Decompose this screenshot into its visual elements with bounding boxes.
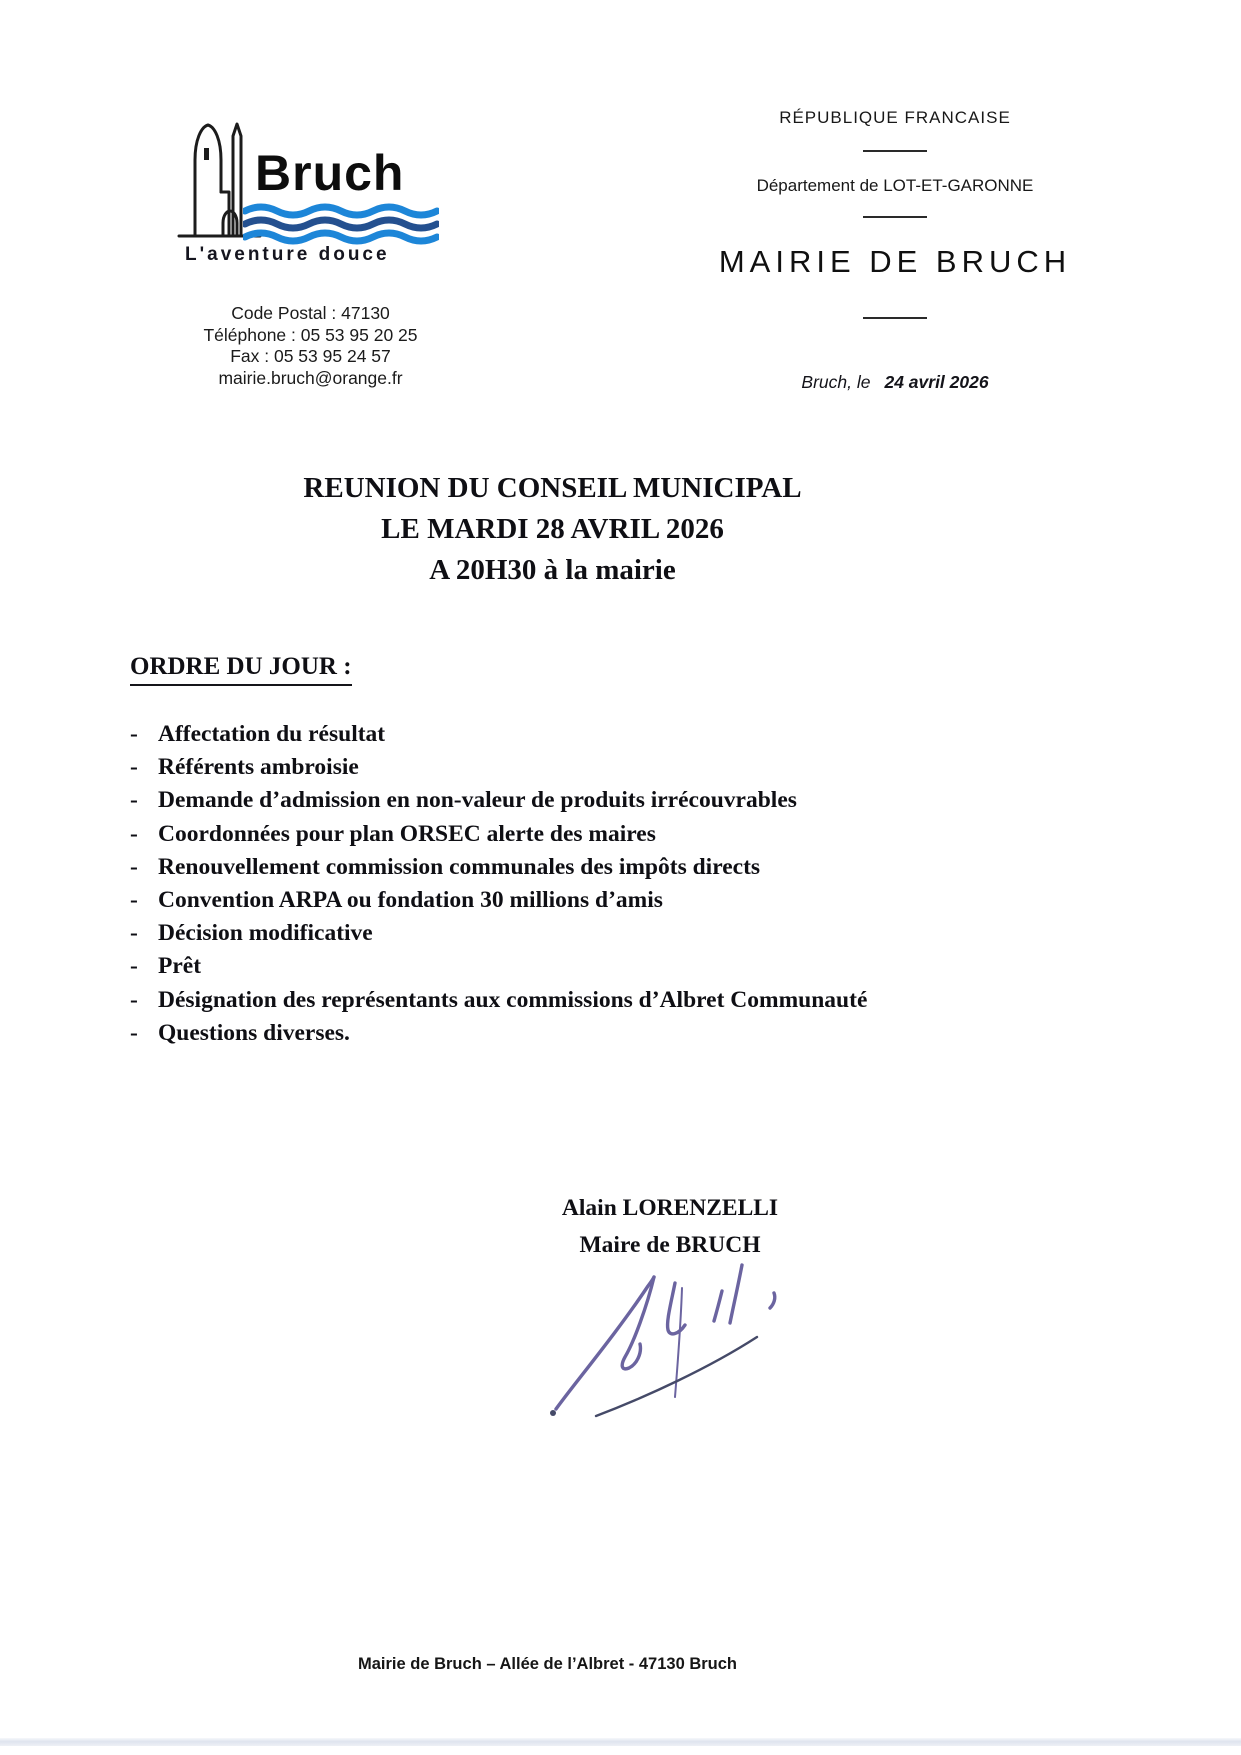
agenda-item-dash: - bbox=[130, 754, 138, 781]
logo-tagline: L'aventure douce bbox=[185, 244, 390, 265]
agenda-list bbox=[130, 718, 1030, 1050]
signatory-role: Maire de BRUCH bbox=[579, 1231, 761, 1258]
date-value: 24 avril 2026 bbox=[884, 372, 989, 392]
republic-heading: RÉPUBLIQUE FRANCAISE bbox=[779, 108, 1011, 127]
agenda-item bbox=[130, 884, 1030, 917]
meeting-title bbox=[0, 468, 1105, 591]
divider bbox=[863, 216, 927, 218]
bruch-logo bbox=[160, 100, 450, 275]
date-place-prefix: Bruch, le bbox=[801, 372, 871, 392]
date-line bbox=[665, 372, 1125, 393]
agenda-item-dash: - bbox=[130, 853, 138, 880]
agenda-item-dash: - bbox=[130, 787, 138, 814]
contact-block bbox=[158, 303, 463, 389]
scan-artifact-line bbox=[0, 1738, 1241, 1746]
agenda-item bbox=[130, 1017, 1030, 1050]
divider bbox=[863, 150, 927, 152]
agenda-item bbox=[130, 984, 1030, 1017]
signature-block bbox=[430, 1190, 910, 1263]
agenda-item-text: Renouvellement commission communales des impôts directs bbox=[158, 853, 761, 880]
meeting-title-line3: A 20H30 à la mairie bbox=[429, 554, 676, 586]
meeting-title-line2: LE MARDI 28 AVRIL 2026 bbox=[381, 513, 724, 545]
agenda-item-dash: - bbox=[130, 887, 138, 914]
agenda-item-text: Coordonnées pour plan ORSEC alerte des maires bbox=[158, 820, 656, 847]
meeting-title-line1: REUNION DU CONSEIL MUNICIPAL bbox=[303, 472, 802, 504]
contact-postal-code: Code Postal : 47130 bbox=[231, 303, 390, 323]
office-title: MAIRIE DE BRUCH bbox=[718, 244, 1072, 279]
agenda-item-dash: - bbox=[130, 920, 138, 947]
agenda-item-text: Décision modificative bbox=[158, 920, 373, 947]
letterhead-right bbox=[665, 0, 1125, 430]
signatory-name: Alain LORENZELLI bbox=[561, 1195, 779, 1221]
agenda-item bbox=[130, 851, 1030, 884]
agenda-item-dash: - bbox=[130, 986, 138, 1013]
agenda-item-text: Prêt bbox=[158, 953, 202, 980]
agenda-item bbox=[130, 917, 1030, 950]
waves-icon bbox=[243, 202, 439, 246]
handwritten-signature-icon bbox=[478, 1256, 798, 1428]
agenda-item-dash: - bbox=[130, 820, 138, 847]
agenda-item bbox=[130, 950, 1030, 983]
footer-address: Mairie de Bruch – Allée de l’Albret - 47130 Bruch bbox=[357, 1655, 738, 1673]
agenda-item-text: Convention ARPA ou fondation 30 millions d’amis bbox=[158, 887, 663, 914]
agenda-item-text: Questions diverses. bbox=[158, 1019, 350, 1046]
agenda-item-dash: - bbox=[130, 1019, 138, 1046]
agenda-item-dash: - bbox=[130, 721, 138, 747]
agenda-item bbox=[130, 751, 1030, 784]
agenda-item-text: Demande d’admission en non-valeur de produits irrécouvrables bbox=[158, 787, 797, 814]
divider bbox=[863, 317, 927, 319]
agenda-item bbox=[130, 818, 1030, 851]
agenda-item-text: Affectation du résultat bbox=[158, 721, 386, 747]
contact-phone: Téléphone : 05 53 95 20 25 bbox=[203, 324, 418, 345]
agenda-item-dash: - bbox=[130, 953, 138, 980]
agenda-item-text: Référents ambroisie bbox=[158, 754, 359, 781]
agenda-item bbox=[130, 718, 1030, 751]
logo-brand-text: Bruch bbox=[255, 145, 405, 201]
department-heading: Département de LOT-ET-GARONNE bbox=[756, 176, 1034, 195]
agenda-item bbox=[130, 784, 1030, 817]
agenda-heading: ORDRE DU JOUR : bbox=[130, 653, 352, 686]
contact-email: mairie.bruch@orange.fr bbox=[218, 367, 403, 388]
agenda-item-text: Désignation des représentants aux commissions d’Albret Communauté bbox=[158, 986, 868, 1013]
contact-fax: Fax : 05 53 95 24 57 bbox=[230, 346, 391, 366]
